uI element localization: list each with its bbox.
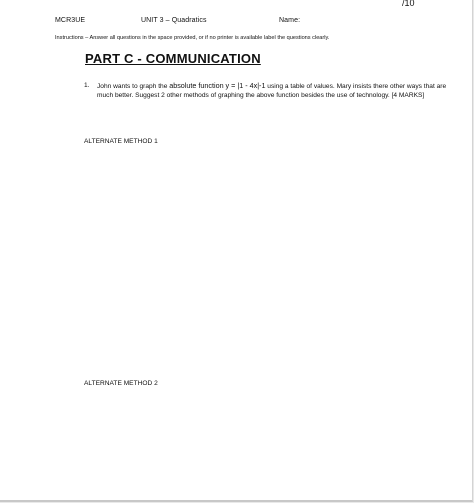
name-label: Name:	[279, 17, 301, 24]
question-1	[84, 81, 454, 100]
instructions-text: Instructions – Answer all questions in the space provided, or if no printer is available label the questions clearly.	[55, 35, 330, 41]
question-number: 1.	[84, 82, 90, 89]
question-text-before: John wants to graph the	[97, 83, 170, 90]
section-title: PART C - COMMUNICATION	[85, 51, 261, 66]
alternate-method-1-label: ALTERNATE METHOD 1	[84, 138, 158, 145]
score-label: /10	[402, 0, 415, 8]
alternate-method-2-label: ALTERNATE METHOD 2	[84, 380, 158, 387]
unit-title: UNIT 3 – Quadratics	[141, 17, 207, 24]
question-function: absolute function y = |1 - 4x|-1	[169, 81, 266, 90]
question-text	[97, 81, 454, 100]
question-text-after: using a table of values. Mary insists there other ways that are much better. Suggest 2 other methods of graphing the above function besides the use of technology. [4 MARKS]	[97, 83, 447, 100]
course-code: MCR3UE	[55, 17, 86, 24]
